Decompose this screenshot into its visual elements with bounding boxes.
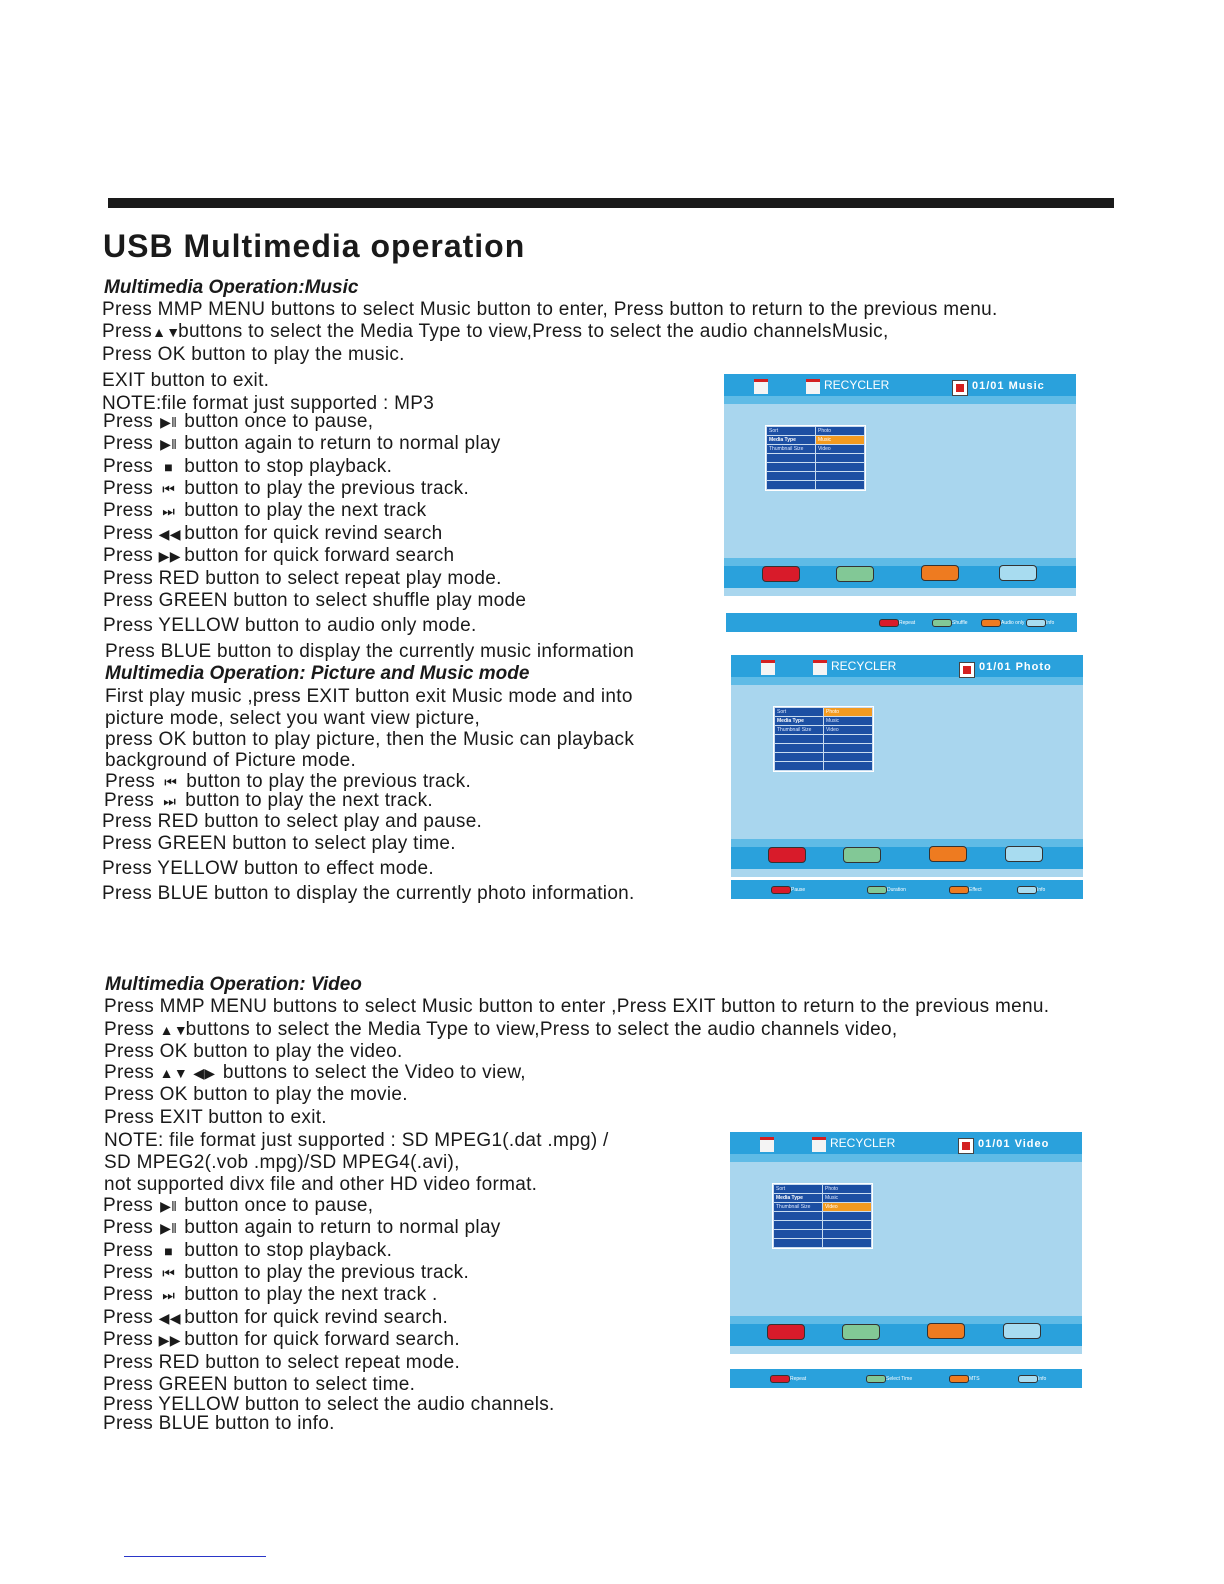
video-line-3: Press OK button to play the video. bbox=[104, 1041, 403, 1062]
music-line-3: Press OK button to play the music. bbox=[102, 344, 405, 365]
play-pause-icon: ▶‖ bbox=[160, 1220, 178, 1236]
green-button[interactable] bbox=[836, 566, 874, 582]
picture-line-1: First play music ,press EXIT button exit Music mode and into bbox=[105, 686, 633, 707]
picture-line-4: background of Picture mode. bbox=[105, 750, 357, 771]
folder-icon bbox=[761, 660, 775, 675]
picture-line-2: picture mode, select you want view picture, bbox=[105, 708, 481, 729]
video-control-previous: Press ⏮ button to play the previous track. bbox=[103, 1262, 470, 1283]
play-pause-icon: ▶‖ bbox=[160, 436, 178, 452]
left-right-arrow-icon: ◀▶ bbox=[193, 1065, 216, 1081]
page-counter: 01/01 Music bbox=[972, 380, 1045, 392]
music-line-2: Press▲▼buttons to select the Media Type to view,Press to select the audio channelsMusic, bbox=[102, 321, 889, 342]
page-counter: 01/01 Video bbox=[978, 1138, 1050, 1150]
blue-button[interactable] bbox=[1003, 1323, 1041, 1339]
video-line-1: Press MMP MENU buttons to select Music button to enter ,Press EXIT button to return to the previous menu. bbox=[104, 996, 1050, 1017]
play-pause-icon: ▶‖ bbox=[160, 414, 178, 430]
red-button[interactable] bbox=[768, 847, 806, 863]
music-control-previous: Press ⏮ button to play the previous track. bbox=[103, 478, 470, 499]
media-type-menu[interactable]: Sort Photo Media Type Music Thumbnail Size Video bbox=[772, 1183, 873, 1249]
rewind-icon: ◀◀ bbox=[158, 526, 181, 542]
video-button-bar: Repeat Select Time MTS Info bbox=[730, 1369, 1082, 1388]
folder-icon bbox=[813, 660, 827, 675]
folder-name: RECYCLER bbox=[831, 659, 897, 673]
video-control-resume: Press ▶‖ button again to return to normal play bbox=[103, 1217, 501, 1238]
video-line-4: Press ▲▼ ◀▶ buttons to select the Video to view, bbox=[104, 1062, 526, 1083]
video-red-line: Press RED button to select repeat mode. bbox=[103, 1352, 461, 1373]
picture-red-line: Press RED button to select play and pause. bbox=[102, 811, 483, 832]
video-control-rewind: Press ◀◀ button for quick revind search. bbox=[103, 1307, 449, 1328]
picture-yellow-line: Press YELLOW button to effect mode. bbox=[102, 858, 434, 879]
folder-icon bbox=[806, 379, 820, 394]
counter-icon bbox=[952, 380, 968, 396]
video-screen bbox=[730, 1132, 1082, 1354]
yellow-button[interactable] bbox=[927, 1323, 965, 1339]
stop-icon: ■ bbox=[164, 1243, 174, 1259]
video-yellow-line: Press YELLOW button to select the audio channels. bbox=[103, 1394, 555, 1415]
up-down-arrow-icon: ▲▼ bbox=[159, 1065, 188, 1081]
music-control-resume: Press ▶‖ button again to return to normal play bbox=[103, 433, 501, 454]
fast-forward-icon: ▶▶ bbox=[158, 1332, 181, 1348]
music-button-bar: Repeat Shuffle Audio only Info bbox=[726, 613, 1077, 632]
blue-button[interactable] bbox=[999, 565, 1037, 581]
media-type-menu[interactable]: Sort Photo Media Type Music Thumbnail Size Video bbox=[773, 706, 874, 772]
music-blue-line: Press BLUE button to display the currently music information bbox=[105, 641, 635, 662]
previous-track-icon: ⏮ bbox=[162, 481, 176, 497]
music-heading: Multimedia Operation:Music bbox=[104, 277, 359, 298]
fast-forward-icon: ▶▶ bbox=[158, 548, 181, 564]
video-green-line: Press GREEN button to select time. bbox=[103, 1374, 416, 1395]
video-note-3: not supported divx file and other HD video format. bbox=[104, 1174, 538, 1195]
page-counter: 01/01 Photo bbox=[979, 661, 1052, 673]
previous-track-icon: ⏮ bbox=[162, 1265, 176, 1281]
folder-name: RECYCLER bbox=[830, 1136, 896, 1150]
green-button[interactable] bbox=[843, 847, 881, 863]
photo-screen bbox=[731, 655, 1083, 877]
music-yellow-line: Press YELLOW button to audio only mode. bbox=[103, 615, 477, 636]
music-line-1: Press MMP MENU buttons to select Music button to enter, Press button to return to the previous menu. bbox=[102, 299, 998, 320]
red-button[interactable] bbox=[762, 566, 800, 582]
yellow-button[interactable] bbox=[929, 846, 967, 862]
picture-control-previous: Press ⏮ button to play the previous track. bbox=[105, 771, 472, 792]
music-control-rewind: Press ◀◀ button for quick revind search bbox=[103, 523, 443, 544]
video-line-2: Press ▲▼buttons to select the Media Type to view,Press to select the audio channels video, bbox=[104, 1019, 898, 1040]
music-green-line: Press GREEN button to select shuffle play mode bbox=[103, 590, 527, 611]
video-line-6: Press EXIT button to exit. bbox=[104, 1107, 327, 1128]
picture-green-line: Press GREEN button to select play time. bbox=[102, 833, 456, 854]
yellow-button[interactable] bbox=[921, 565, 959, 581]
video-control-forward: Press ▶▶ button for quick forward search. bbox=[103, 1329, 460, 1350]
video-line-5: Press OK button to play the movie. bbox=[104, 1084, 408, 1105]
header-rule bbox=[108, 198, 1114, 208]
music-control-next: Press ⏭ button to play the next track bbox=[103, 500, 427, 521]
video-note-2: SD MPEG2(.vob .mpg)/SD MPEG4(.avi), bbox=[104, 1152, 460, 1173]
video-note-1: NOTE: file format just supported : SD MPEG1(.dat .mpg) / bbox=[104, 1130, 609, 1151]
next-track-icon: ⏭ bbox=[163, 793, 177, 809]
video-control-next: Press ⏭ button to play the next track . bbox=[103, 1284, 438, 1305]
music-line-4: EXIT button to exit. bbox=[102, 370, 270, 391]
red-button[interactable] bbox=[767, 1324, 805, 1340]
video-heading: Multimedia Operation: Video bbox=[105, 974, 362, 995]
counter-icon bbox=[959, 662, 975, 678]
media-type-menu[interactable]: Sort Photo Media Type Music Thumbnail Size Video bbox=[765, 425, 866, 491]
blue-button[interactable] bbox=[1005, 846, 1043, 862]
folder-icon bbox=[754, 379, 768, 394]
next-track-icon: ⏭ bbox=[162, 1287, 176, 1303]
picture-control-next: Press ⏭ button to play the next track. bbox=[104, 790, 433, 811]
folder-icon bbox=[812, 1137, 826, 1152]
stop-icon: ■ bbox=[164, 459, 174, 475]
music-screen bbox=[724, 374, 1076, 596]
page-title: USB Multimedia operation bbox=[103, 228, 526, 264]
next-track-icon: ⏭ bbox=[162, 503, 176, 519]
music-control-pause: Press ▶‖ button once to pause, bbox=[103, 411, 374, 432]
music-note: NOTE:file format just supported : MP3 bbox=[102, 393, 435, 414]
video-control-pause: Press ▶‖ button once to pause, bbox=[103, 1195, 374, 1216]
previous-track-icon: ⏮ bbox=[164, 774, 178, 790]
video-blue-line: Press BLUE button to info. bbox=[103, 1413, 335, 1434]
rewind-icon: ◀◀ bbox=[158, 1310, 181, 1326]
up-down-arrow-icon: ▲▼ bbox=[159, 1022, 188, 1038]
video-control-stop: Press ■ button to stop playback. bbox=[103, 1240, 393, 1261]
counter-icon bbox=[958, 1138, 974, 1154]
picture-heading: Multimedia Operation: Picture and Music mode bbox=[105, 663, 530, 684]
photo-button-bar: Pause Duration Effect Info bbox=[731, 880, 1083, 899]
picture-blue-line: Press BLUE button to display the currently photo information. bbox=[102, 883, 635, 904]
folder-name: RECYCLER bbox=[824, 378, 890, 392]
footer-rule bbox=[124, 1556, 266, 1557]
picture-line-3: press OK button to play picture, then the Music can playback bbox=[105, 729, 635, 750]
folder-icon bbox=[760, 1137, 774, 1152]
green-button[interactable] bbox=[842, 1324, 880, 1340]
play-pause-icon: ▶‖ bbox=[160, 1198, 178, 1214]
music-control-stop: Press ■ button to stop playback. bbox=[103, 456, 393, 477]
music-control-forward: Press ▶▶ button for quick forward search bbox=[103, 545, 455, 566]
music-red-line: Press RED button to select repeat play mode. bbox=[103, 568, 502, 589]
up-down-arrow-icon: ▲▼ bbox=[152, 324, 181, 340]
